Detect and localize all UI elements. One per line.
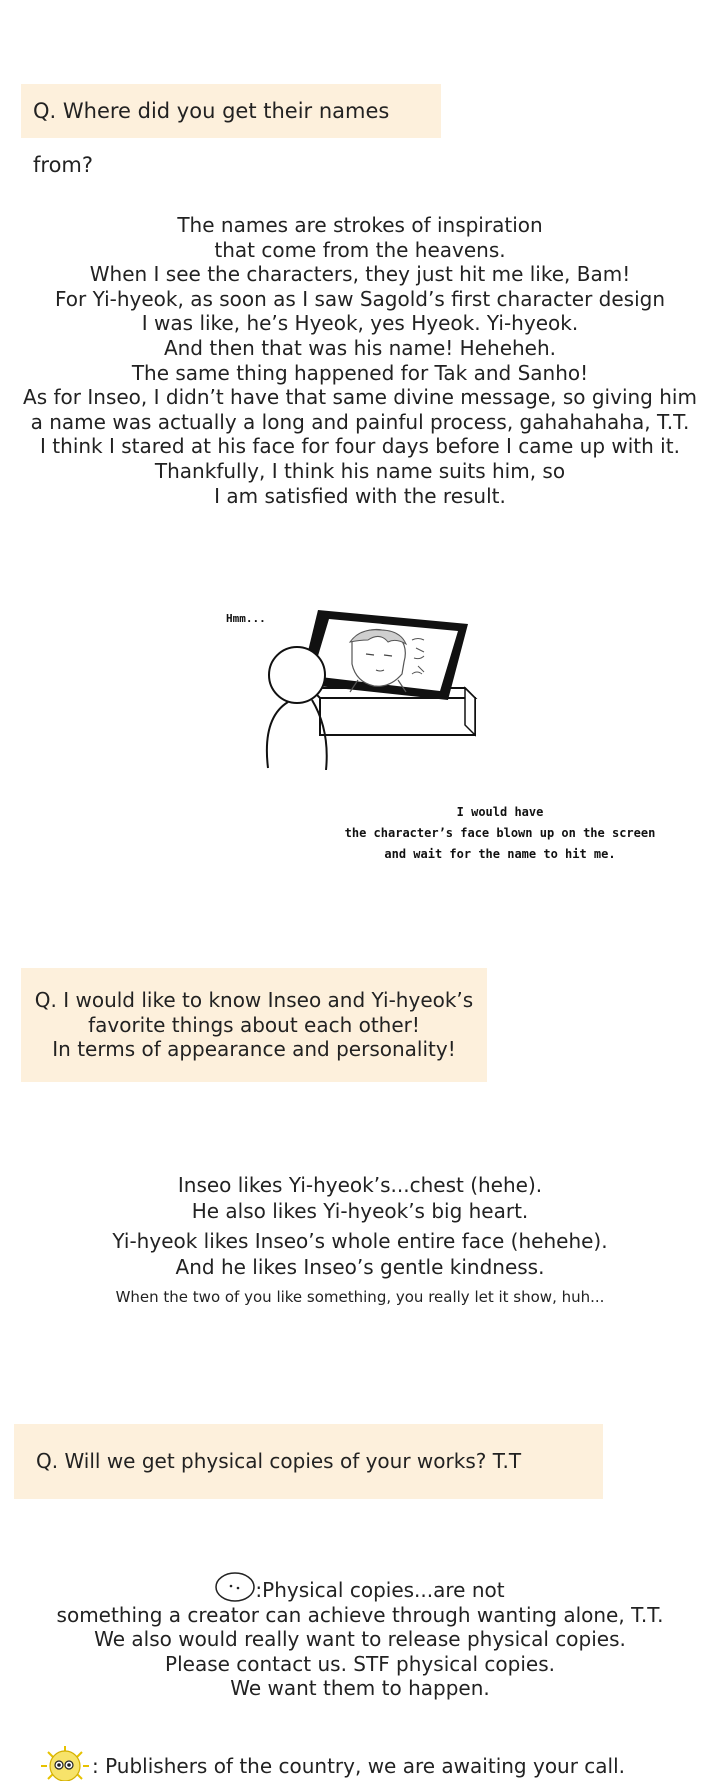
answer-2: [0, 1172, 720, 1310]
caption-line: the character’s face blown up on the screen: [344, 826, 656, 840]
answer-2-line: And he likes Inseo’s gentle kindness.: [175, 1255, 545, 1279]
round-face-icon: [215, 1572, 255, 1602]
answer-3-line: something a creator can achieve through wanting alone, T.T.: [56, 1602, 664, 1627]
illustration-caption: [330, 802, 670, 865]
answer-3-line: We also would really want to release physical copies.: [94, 1627, 626, 1652]
answer-1-line: Thankfully, I think his name suits him, so: [154, 458, 566, 483]
answer-3-line: We want them to happen.: [230, 1676, 490, 1701]
caption-line: and wait for the name to hit me.: [384, 847, 616, 861]
question-2-line: favorite things about each other!: [88, 1012, 420, 1037]
caption-line: I would have: [456, 805, 544, 819]
answer-3-line: Please contact us. STF physical copies.: [165, 1651, 555, 1676]
question-box-3: [14, 1424, 603, 1499]
answer-1-line: The names are strokes of inspiration: [177, 213, 543, 237]
publishers-call-text: : Publishers of the country, we are awaiting your call.: [92, 1754, 626, 1778]
sun-face-icon: [38, 1744, 92, 1781]
answer-1-line: I think I stared at his face for four days before I came up with it.: [40, 434, 680, 459]
answer-1-line: As for Inseo, I didn’t have that same divine message, so giving him: [23, 385, 697, 410]
answer-2-small-note: When the two of you like something, you really let it show, huh...: [115, 1288, 605, 1306]
answer-1: [0, 213, 720, 508]
question-3-text: Q. Will we get physical copies of your works? T.T: [36, 1449, 522, 1473]
answer-1-line: a name was actually a long and painful process, gahahahaha, T.T.: [30, 409, 690, 434]
author-at-monitor-illustration: [240, 600, 500, 770]
hmm-text: Hmm...: [226, 612, 266, 625]
answer-2-line: He also likes Yi-hyeok’s big heart.: [191, 1199, 529, 1223]
answer-2-line: Yi-hyeok likes Inseo’s whole entire face (hehehe).: [112, 1229, 608, 1253]
answer-1-line: I was like, he’s Hyeok, yes Hyeok. Yi-hyeok.: [141, 311, 579, 336]
answer-1-line: I am satisfied with the result.: [214, 483, 506, 508]
answer-3-first-line: [0, 1572, 720, 1603]
answer-3: [0, 1572, 720, 1701]
question-2-line: Q. I would like to know Inseo and Yi-hyeok’s: [34, 988, 474, 1012]
answer-3-line: :Physical copies...are not: [255, 1578, 505, 1602]
question-box-1: [21, 84, 441, 177]
question-2-line: In terms of appearance and personality!: [52, 1037, 456, 1061]
answer-1-line: that come from the heavens.: [214, 237, 506, 262]
answer-1-line: The same thing happened for Tak and Sanho!: [131, 360, 589, 385]
answer-2-line: Inseo likes Yi-hyeok’s...chest (hehe).: [177, 1173, 543, 1197]
answer-1-line: When I see the characters, they just hit me like, Bam!: [89, 262, 631, 287]
answer-1-line: For Yi-hyeok, as soon as I saw Sagold’s first character design: [54, 286, 666, 311]
question-box-2: [21, 968, 487, 1082]
answer-1-line: And then that was his name! Heheheh.: [163, 335, 557, 360]
question-1-text: Q. Where did you get their names from?: [33, 99, 390, 177]
